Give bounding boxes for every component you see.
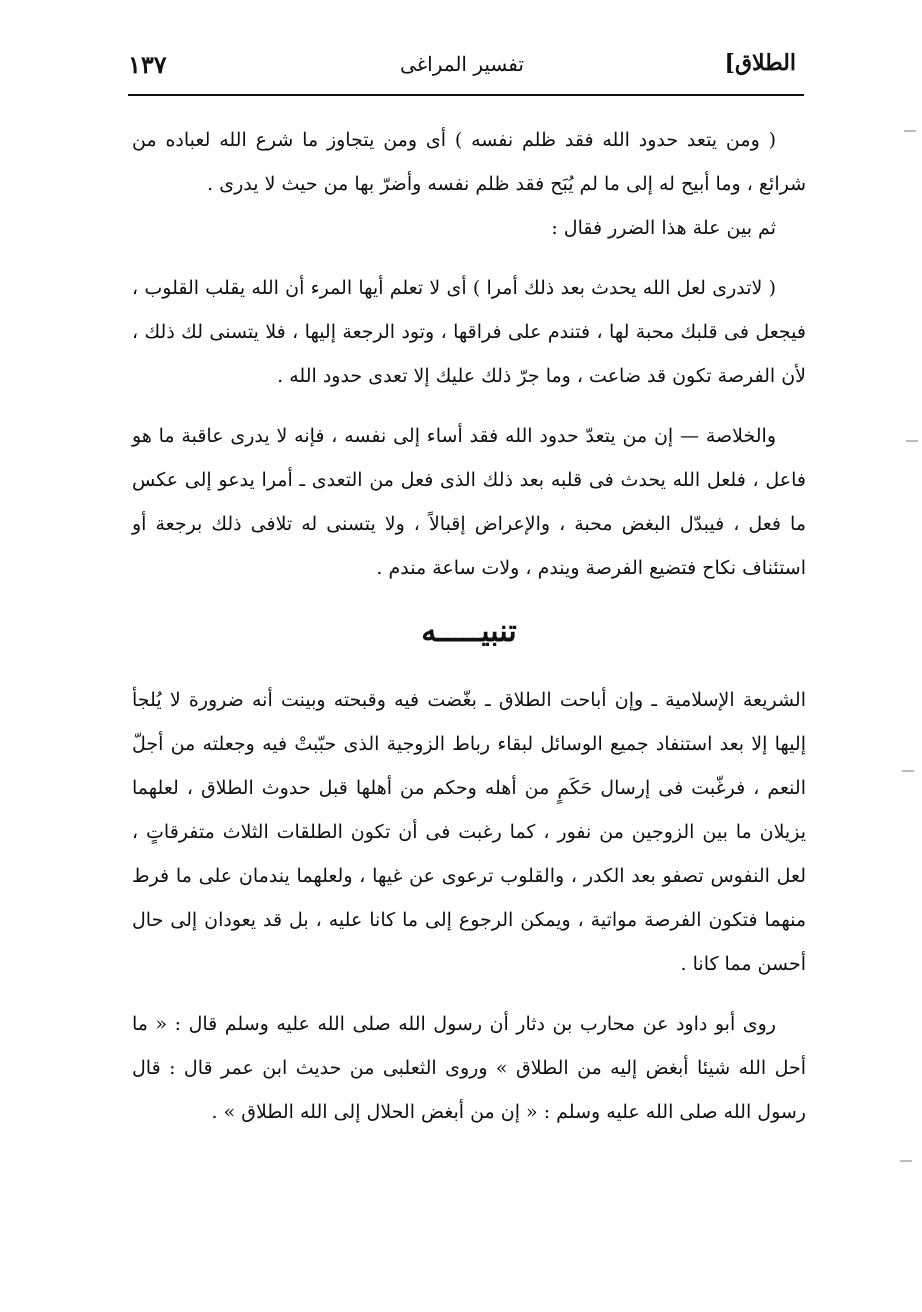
paragraph-hadith: روى أبو داود عن محارب بن دثار أن رسول الله صلى الله عليه وسلم قال : « ما أحل الله شيئا أبغض إليه من الطلاق » وروى الثعلبى من حديث ابن عمر قال : قال رسول الله صلى الله عليه وسلم : « إن من أبغض الحلال إلى الله الطلاق » .	[132, 1013, 806, 1123]
page-header	[128, 44, 796, 94]
paragraph-verse-transgression: ( ومن يتعد حدود الله فقد ظلم نفسه ) أى ومن يتجاوز ما شرع الله لعباده من شرائع ، وما أبيح له إلى ما لم يُبَح فقد ظلم نفسه وأضرّ بها من حيث لا يدرى .	[132, 129, 806, 195]
section-label: الطلاق]	[724, 50, 796, 76]
scan-mark	[906, 440, 918, 442]
scan-mark	[900, 1160, 912, 1162]
scan-mark	[902, 770, 914, 772]
header-rule	[128, 94, 804, 96]
section-heading: تنبيـــــه	[421, 614, 517, 649]
scan-mark	[904, 130, 916, 132]
margin-scan-marks	[882, 0, 922, 1312]
page-number: ١٣٧	[128, 50, 167, 79]
running-title: تفسير المراغى	[400, 52, 524, 76]
paragraph-verse-perhaps: ( لاتدرى لعل الله يحدث بعد ذلك أمرا ) أى لا تعلم أيها المرء أن الله يقلب القلوب ، فيجعل فى قلبك محبة لها ، فتندم على فراقها ، وتود الرجعة إليها ، فلا يتسنى لك ذلك ، لأن الفرصة تكون قد ضاعت ، وما جرّ ذلك عليك إلا تعدى حدود الله .	[132, 277, 806, 387]
page-body	[132, 118, 806, 1134]
paragraph-summary: والخلاصة — إن من يتعدّ حدود الله فقد أساء إلى نفسه ، فإنه لا يدرى عاقبة ما هو فاعل ، فلعل الله يحدث فى قلبه بعد ذلك الذى فعل من التعدى ـ أمرا يدعو إلى عكس ما فعل ، فيبدّل البغض محبة ، والإعراض إقبالاً ، ولا يتسنى له تلافى ذلك برجعة أو استئناف نكاح فتضيع الفرصة ويندم ، ولات ساعة مندم .	[132, 425, 806, 579]
paragraph-islamic-law: الشريعة الإسلامية ـ وإن أباحت الطلاق ـ بغّضت فيه وقبحته وبينت أنه ضرورة لا يُلجأ إليها إلا بعد استنفاد جميع الوسائل لبقاء رباط الزوجية الذى حبّبتْ فيه وجعلته من أجلّ النعم ، فرغّبت فى إرسال حَكَمٍ من أهله وحكم من أهلها قبل حدوث الطلاق ، لعلهما يزيلان ما بين الزوجين من نفور ، كما رغبت فى أن تكون الطلقات الثلاث متفرقاتٍ ، لعل النفوس تصفو بعد الكدر ، والقلوب ترعوى عن غيها ، ولعلهما يندمان على ما فرط منهما فتكون الفرصة مواتية ، ويمكن الرجوع إلى ما كانا عليه ، بل قد يعودان إلى حال أحسن مما كانا .	[132, 689, 806, 975]
paragraph-reason-intro: ثم بين علة هذا الضرر فقال :	[551, 217, 776, 239]
